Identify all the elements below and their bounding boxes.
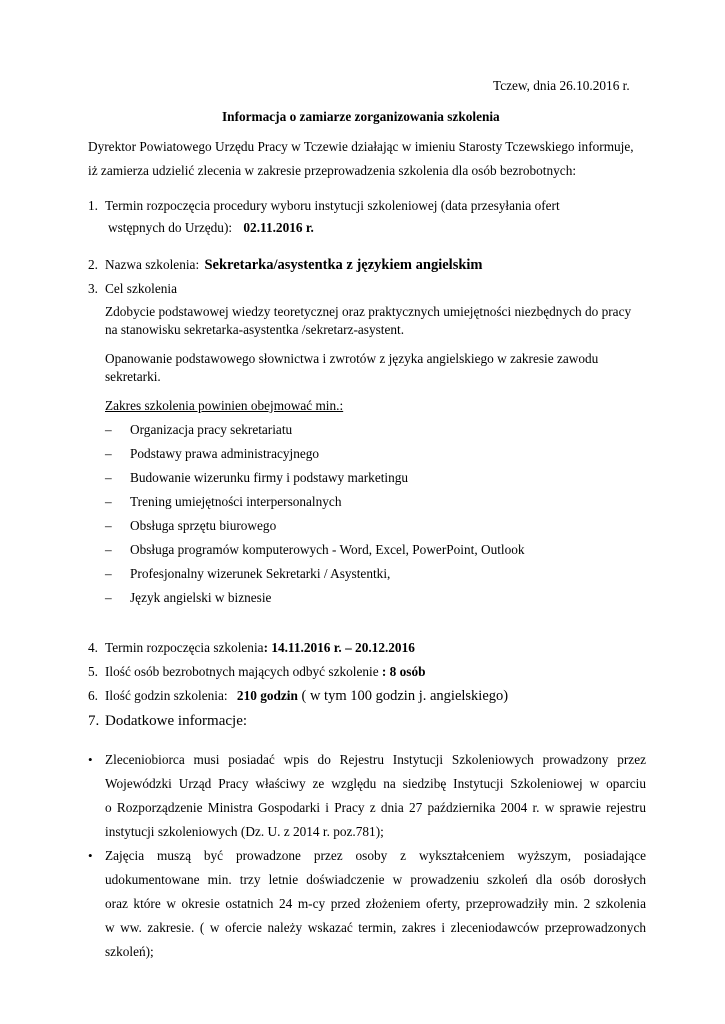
bullet-1-line-1: Zleceniobiorca musi posiadać wpis do Rejestru Instytucji Szkoleniowych prowadzony przez [105, 752, 646, 767]
dash-icon: – [105, 422, 112, 437]
goal-para-1-line-2: na stanowisku sekretarka-asystentka /sekretarz-asystent. [105, 322, 405, 337]
item-5-line [105, 664, 426, 680]
bullet-1-line-3: o Rozporządzenie Ministra Gospodarki i Pracy z dnia 27 października 2004 r. w sprawie rejestru [105, 800, 646, 815]
item-1-label: wstępnych do Urzędu): [108, 220, 233, 235]
item-4-number: 4. [88, 640, 98, 655]
item-2-label: Nazwa szkolenia: [105, 257, 200, 272]
item-4-line [105, 640, 415, 656]
item-1-number: 1. [88, 198, 98, 213]
item-2-line [105, 257, 483, 274]
scope-heading: Zakres szkolenia powinien obejmować min.: [105, 398, 344, 413]
dash-icon: – [105, 566, 112, 581]
training-dates: : 14.11.2016 r. – 20.12.2016 [263, 640, 415, 655]
bullet-icon: • [88, 752, 93, 767]
dash-icon: – [105, 446, 112, 461]
item-7-label: Dodatkowe informacje: [105, 713, 248, 729]
item-5-number: 5. [88, 664, 98, 679]
english-hours-note: ( w tym 100 godzin j. angielskiego) [297, 688, 509, 704]
bullet-2-line-1: Zajęcia muszą być prowadzone przez osoby z wykształceniem wyższym, posiadające [105, 848, 646, 863]
item-6-number: 6. [88, 688, 98, 703]
scope-item-text: Podstawy prawa administracyjnego [130, 446, 320, 461]
item-7-number: 7. [88, 713, 100, 729]
intro-line-1: Dyrektor Powiatowego Urzędu Pracy w Tczewie działając w imieniu Starosty Tczewskiego informuje, [88, 139, 634, 154]
item-6-line [105, 688, 508, 705]
bullet-1-line-2: Wojewódzki Urząd Pracy właściwy ze względu na siedzibę Instytucji Szkoleniowej w oparciu [105, 776, 646, 791]
dash-icon: – [105, 518, 112, 533]
item-1-line-1: Termin rozpoczęcia procedury wyboru instytucji szkoleniowej (data przesyłania ofert [105, 198, 560, 213]
dash-icon: – [105, 470, 112, 485]
scope-item-text: Trening umiejętności interpersonalnych [130, 494, 342, 509]
training-hours: 210 godzin [236, 688, 298, 703]
dash-icon: – [105, 494, 112, 509]
training-name: Sekretarka/asystentka z językiem angielskim [204, 257, 483, 273]
item-1-line-2 [108, 220, 314, 236]
bullet-2-line-3: oraz które w okresie ostatnich 24 m-cy przed złożeniem oferty, przeprowadziły min. 2 szkolenia [105, 896, 646, 911]
item-3-label: Cel szkolenia [105, 281, 178, 296]
participant-count: : 8 osób [378, 664, 426, 679]
item-3-number: 3. [88, 281, 98, 296]
scope-item-text: Obsługa programów komputerowych - Word, Excel, PowerPoint, Outlook [130, 542, 525, 557]
dash-icon: – [105, 590, 112, 605]
bullet-icon: • [88, 848, 93, 863]
bullet-1-line-4: instytucji szkoleniowych (Dz. U. z 2014 r. poz.781); [105, 824, 384, 839]
scope-item-text: Budowanie wizerunku firmy i podstawy marketingu [130, 470, 409, 485]
item-6-label: Ilość godzin szkolenia: [105, 688, 228, 703]
goal-para-2-line-1: Opanowanie podstawowego słownictwa i zwrotów z języka angielskiego w zakresie zawodu [105, 351, 599, 366]
scope-item-text: Język angielski w biznesie [130, 590, 272, 605]
goal-para-2-line-2: sekretarki. [105, 369, 161, 384]
item-1-date: 02.11.2016 r. [243, 220, 314, 235]
item-2-number: 2. [88, 257, 98, 272]
bullet-2-line-2: udokumentowane min. trzy letnie doświadczenie w prowadzeniu szkoleń dla osób dorosłych [105, 872, 646, 887]
date-line: Tczew, dnia 26.10.2016 r. [493, 78, 630, 93]
item-4-label: Termin rozpoczęcia szkolenia [105, 640, 264, 655]
item-5-label: Ilość osób bezrobotnych mających odbyć szkolenie [105, 664, 379, 679]
bullet-2-line-4: w ww. zakresie. ( w ofercie należy wskazać termin, zakres i zleceniodawców przeprowadzonych [105, 920, 646, 935]
scope-item-text: Profesjonalny wizerunek Sekretarki / Asystentki, [130, 566, 391, 581]
scope-item-text: Obsługa sprzętu biurowego [130, 518, 277, 533]
scope-item-text: Organizacja pracy sekretariatu [130, 422, 293, 437]
document-title: Informacja o zamiarze zorganizowania szkolenia [222, 109, 500, 124]
intro-line-2: iż zamierza udzielić zlecenia w zakresie przeprowadzenia szkolenia dla osób bezrobotnych: [88, 163, 577, 178]
bullet-2-line-5: szkoleń); [105, 944, 154, 959]
goal-para-1-line-1: Zdobycie podstawowej wiedzy teoretycznej oraz praktycznych umiejętności niezbędnych do pracy [105, 304, 632, 319]
dash-icon: – [105, 542, 112, 557]
